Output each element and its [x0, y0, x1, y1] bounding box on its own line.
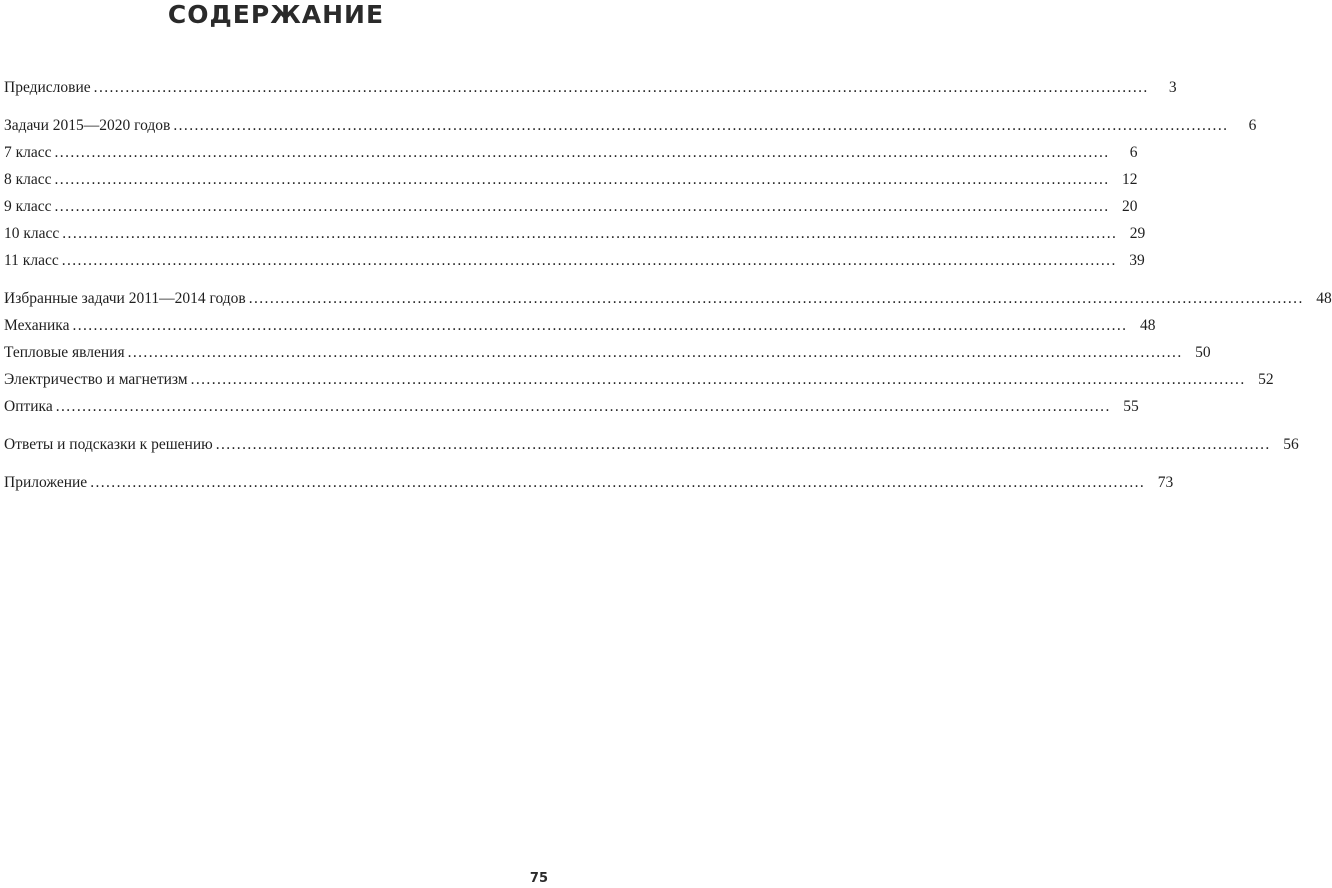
toc-entry-label: Механика: [4, 317, 70, 334]
toc-entry-label: 8 класс: [4, 171, 52, 188]
toc-entry[interactable]: [4, 168, 1138, 192]
toc-entry-page: 50: [1195, 344, 1211, 361]
dot-leader: ........................................................................................................................................................................................................: [62, 225, 1118, 242]
toc-entry-label: Предисловие: [4, 79, 91, 96]
toc-entry[interactable]: [4, 368, 1274, 392]
dot-leader: ........................................................................................................................................................................................................: [248, 290, 1304, 307]
toc-entry[interactable]: [4, 471, 1174, 495]
page-number: 75: [529, 871, 548, 886]
toc-entry-page: 29: [1129, 225, 1146, 242]
toc-entry[interactable]: [4, 249, 1145, 273]
page-title: СОДЕРЖАНИЕ: [167, 0, 385, 29]
toc-entry-page: 39: [1129, 252, 1145, 269]
toc-entry-label: Тепловые явления: [4, 344, 125, 361]
toc-entry-page: 48: [1316, 290, 1332, 307]
dot-leader: ........................................................................................................................................................................................................: [54, 198, 1110, 215]
toc-entry-label: Задачи 2015—2020 годов: [4, 117, 171, 134]
dot-leader: ........................................................................................................................................................................................................: [61, 252, 1117, 269]
dot-leader: ........................................................................................................................................................................................................: [54, 144, 1110, 161]
toc-entry[interactable]: [4, 341, 1211, 365]
toc-entry[interactable]: [4, 395, 1139, 419]
toc-entry-page: 12: [1122, 171, 1138, 188]
toc-entry[interactable]: [4, 141, 1138, 165]
toc-entry-page: 20: [1122, 198, 1138, 215]
toc-entry-label: Электричество и магнетизм: [4, 371, 188, 388]
dot-leader: ........................................................................................................................................................................................................: [72, 317, 1128, 334]
toc-entry-label: 11 класс: [4, 252, 59, 269]
toc-entry-page: 3: [1168, 79, 1177, 96]
dot-leader: ........................................................................................................................................................................................................: [93, 79, 1149, 96]
toc-entry[interactable]: [4, 433, 1299, 457]
toc-entry-label: 7 класс: [4, 144, 52, 161]
toc-entry-page: 52: [1258, 371, 1274, 388]
toc-entry[interactable]: [4, 76, 1177, 100]
dot-leader: ........................................................................................................................................................................................................: [127, 344, 1183, 361]
toc-entry-label: Ответы и подсказки к решению: [4, 436, 213, 453]
toc-entry[interactable]: [4, 195, 1138, 219]
toc-entry[interactable]: [4, 114, 1257, 138]
toc-entry-page: 73: [1157, 474, 1174, 491]
toc-entry-page: 6: [1248, 117, 1257, 134]
toc-entry-label: Оптика: [4, 398, 53, 415]
toc-entry-page: 6: [1129, 144, 1138, 161]
toc-entry-page: 55: [1123, 398, 1139, 415]
dot-leader: ........................................................................................................................................................................................................: [190, 371, 1246, 388]
toc-entry-label: 9 класс: [4, 198, 52, 215]
dot-leader: ........................................................................................................................................................................................................: [55, 398, 1111, 415]
toc-entry-label: Избранные задачи 2011—2014 годов: [4, 290, 246, 307]
dot-leader: ........................................................................................................................................................................................................: [90, 474, 1146, 491]
toc-entry-page: 56: [1283, 436, 1299, 453]
toc-entry[interactable]: [4, 222, 1146, 246]
toc-entry[interactable]: [4, 287, 1332, 311]
dot-leader: ........................................................................................................................................................................................................: [215, 436, 1271, 453]
toc-entry[interactable]: [4, 314, 1156, 338]
toc-entry-page: 48: [1139, 317, 1156, 334]
dot-leader: ........................................................................................................................................................................................................: [54, 171, 1110, 188]
dot-leader: ........................................................................................................................................................................................................: [173, 117, 1229, 134]
toc-entry-label: Приложение: [4, 474, 88, 491]
toc-entry-label: 10 класс: [4, 225, 60, 242]
